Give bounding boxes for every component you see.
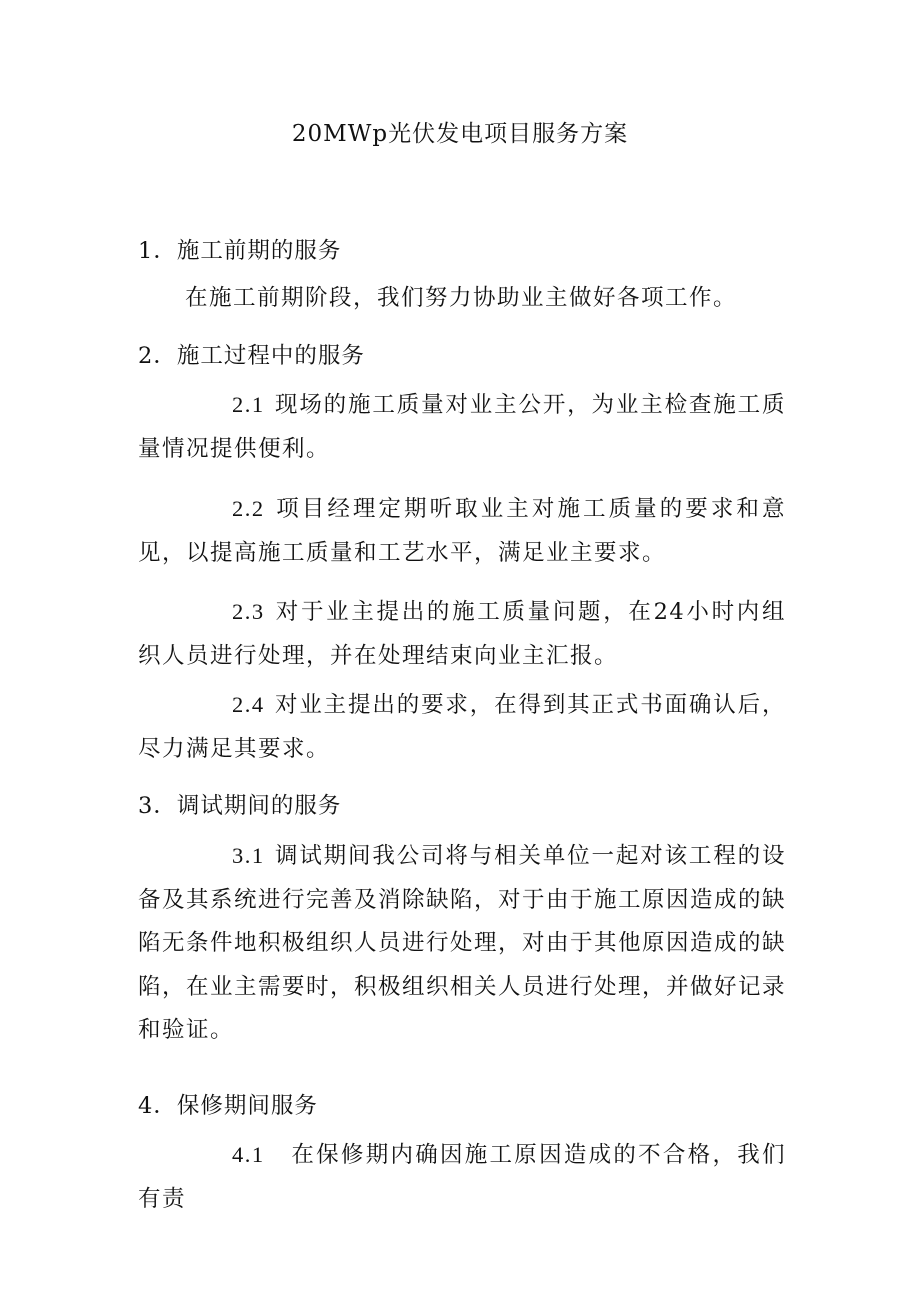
paragraph-text: 项目经理定期听取业主对施工质量的要求和意见，以提高施工质量和工艺水平，满足业主要求。 [138,496,786,566]
paragraph-number: 2.1 [232,392,265,417]
section-2-paragraph-4 [138,683,786,771]
paragraph-text: 现场的施工质量对业主公开，为业主检查施工质量情况提供便利。 [138,392,786,462]
section-3-heading: 3．调试期间的服务 [138,793,342,819]
section-2-paragraph-3 [138,590,786,678]
section-3-paragraph-1 [138,834,786,1053]
section-1-paragraph-1 [138,277,786,321]
paragraph-number: 2.3 [232,599,265,624]
paragraph-number: 2.4 [232,692,265,717]
section-2-paragraph-1 [138,383,786,471]
paragraph-text: 对业主提出的要求，在得到其正式书面确认后，尽力满足其要求。 [138,692,786,762]
paragraph-number: 2.2 [232,496,265,521]
section-2-paragraph-2 [138,487,786,575]
section-2-heading: 2．施工过程中的服务 [138,343,365,369]
paragraph-number: 3.1 [232,843,265,868]
section-1-heading: 1．施工前期的服务 [138,238,342,264]
section-4-heading: 4．保修期间服务 [138,1093,318,1119]
paragraph-text: 在施工前期阶段，我们努力协助业主做好各项工作。 [185,285,738,311]
paragraph-text: 调试期间我公司将与相关单位一起对该工程的设备及其系统进行完善及消除缺陷，对于由于施工原因造成的缺陷无条件地积极组织人员进行处理，对由于其他原因造成的缺陷，在业主需要时，积极组织相关人员进行处理，并做好记录和验证。 [138,843,787,1043]
paragraph-number: 4.1 [232,1142,265,1167]
paragraph-text: 对于业主提出的施工质量问题，在24小时内组织人员进行处理，并在处理结束向业主汇报。 [138,599,786,669]
section-4-paragraph-1 [138,1133,786,1221]
paragraph-text: 在保修期内确因施工原因造成的不合格，我们有责 [138,1142,786,1212]
document-title: 20MWp光伏发电项目服务方案 [291,121,629,147]
